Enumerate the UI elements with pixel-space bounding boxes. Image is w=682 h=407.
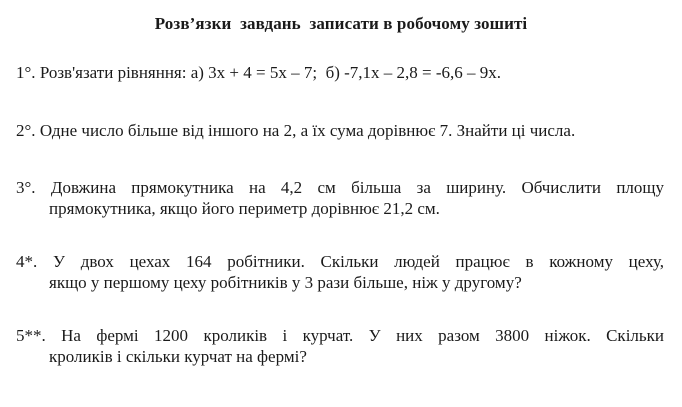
task-2-number: 2°. bbox=[16, 121, 36, 140]
task-4-line-1: У двох цехах 164 робітники. Скільки людей працює в кожному цеху, bbox=[52, 252, 664, 271]
task-3-line-2: прямокутника, якщо його периметр дорівнює 21,2 см. bbox=[49, 199, 440, 218]
task-4-number: 4*. bbox=[16, 252, 38, 271]
task-3-line-1: Довжина прямокутника на 4,2 см більша за ширину. Обчислити площу bbox=[50, 178, 665, 197]
task-4-line-2: якщо у першому цеху робітників у 3 рази більше, ніж у другому? bbox=[49, 273, 522, 292]
task-4 bbox=[16, 251, 664, 293]
task-3-number: 3°. bbox=[16, 178, 36, 197]
task-5-line-1: На фермі 1200 кроликів і курчат. У них разом 3800 ніжок. Скільки bbox=[61, 326, 665, 345]
page-title: Розв’язки завдань записати в робочому зошиті bbox=[154, 14, 528, 33]
task-2 bbox=[16, 120, 664, 141]
task-5-number: 5**. bbox=[16, 326, 46, 345]
task-2-text: Одне число більше від іншого на 2, а їх сума дорівнює 7. Знайти ці числа. bbox=[39, 121, 576, 140]
task-1-number: 1°. bbox=[16, 63, 36, 82]
task-5 bbox=[16, 325, 664, 367]
task-3 bbox=[16, 177, 664, 219]
task-5-line-2: кроликів і скільки курчат на фермі? bbox=[49, 347, 307, 366]
task-1-text: Розв'язати рівняння: а) 3x + 4 = 5x – 7; б) -7,1x – 2,8 = -6,6 – 9x. bbox=[39, 63, 502, 82]
task-1 bbox=[16, 62, 664, 83]
